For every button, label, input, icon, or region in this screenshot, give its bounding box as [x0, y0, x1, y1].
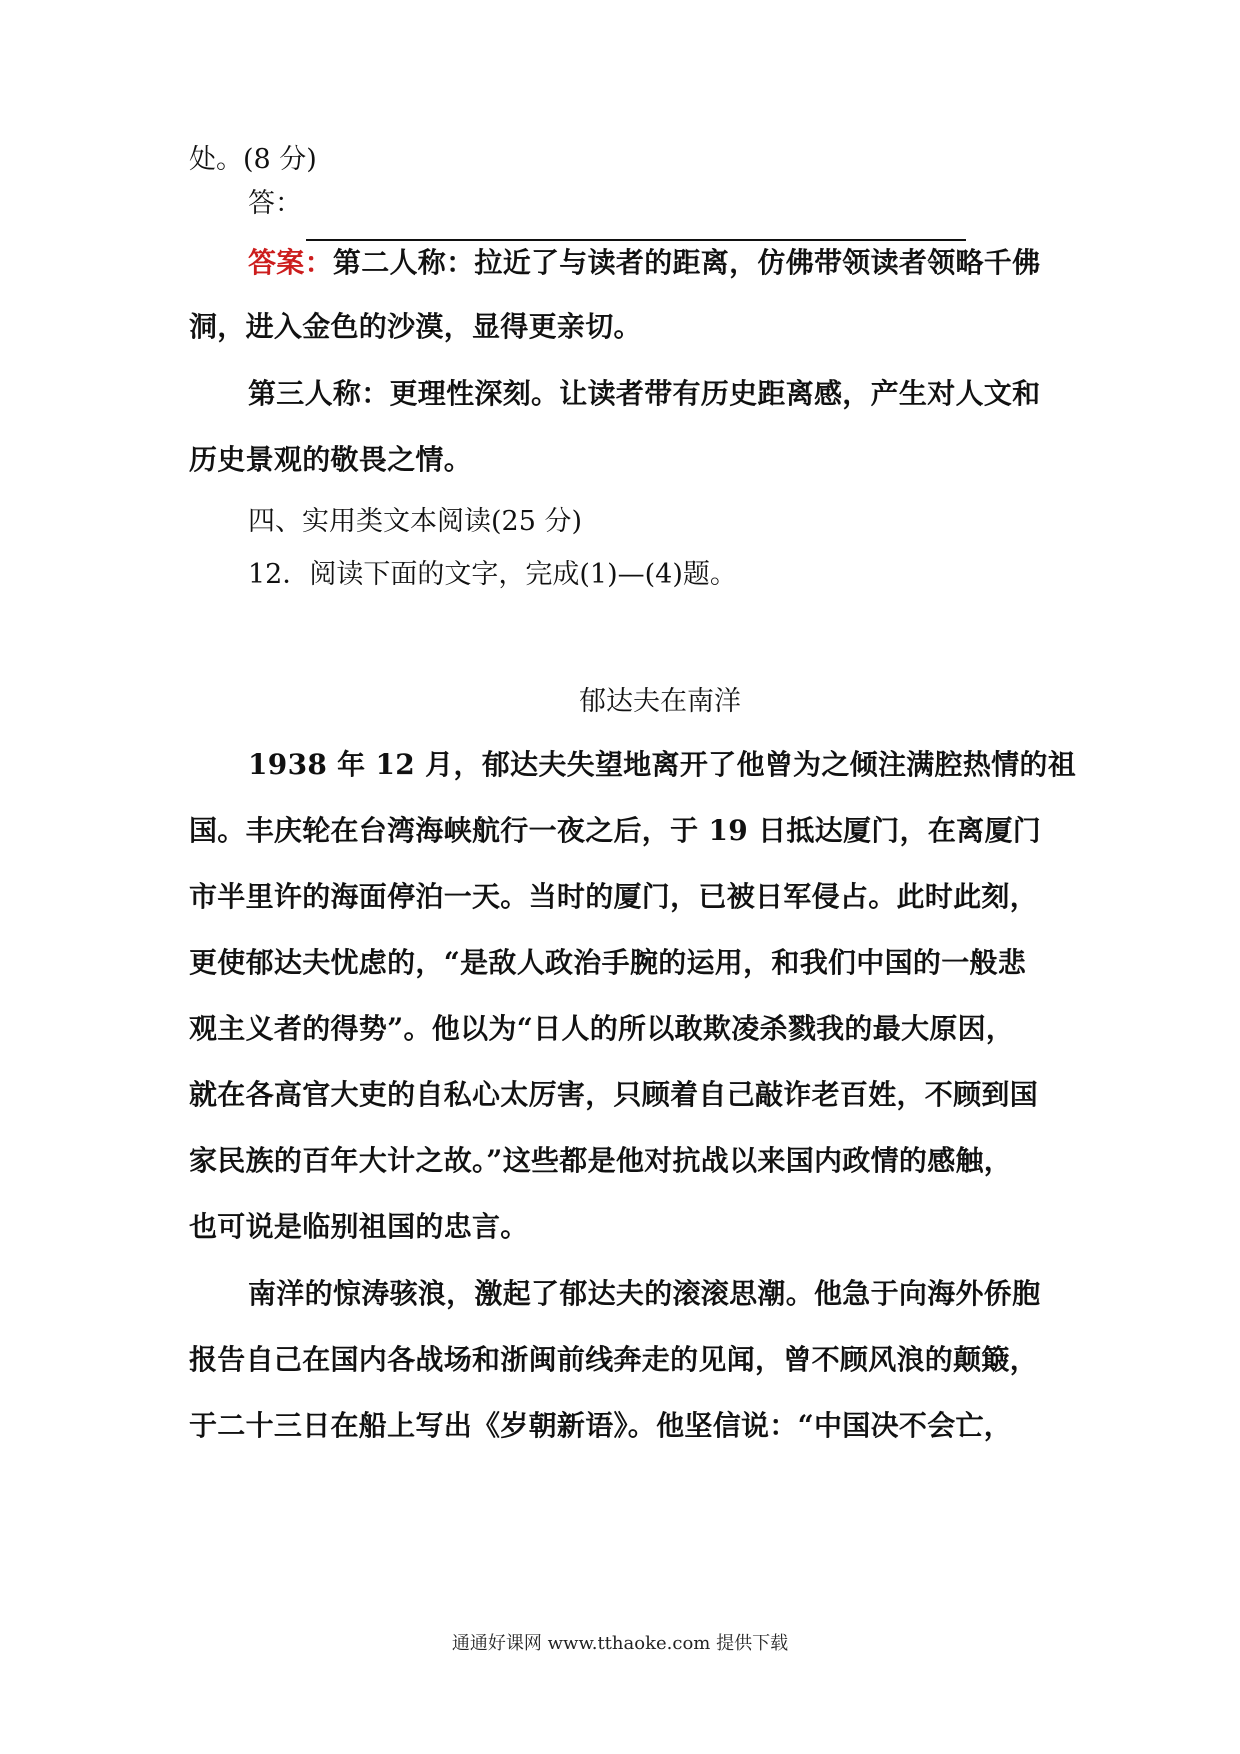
answer-text: 第二人称：拉近了与读者的距离，仿佛带领读者领略千佛 — [332, 246, 1041, 279]
article-line: 市半里许的海面停泊一天。当时的厦门，已被日军侵占。此时此刻， — [189, 880, 1039, 913]
article-line: 也可说是临别祖国的忠言。 — [189, 1210, 529, 1243]
article-line: 报告自己在国内各战场和浙闽前线奔走的见闻，曾不顾风浪的颠簸， — [189, 1343, 1039, 1376]
page-footer: 通通好课网 www.tthaoke.com 提供下载 — [451, 1633, 789, 1654]
article-line: 更使郁达夫忧虑的，“是敌人政治手腕的运用，和我们中国的一般悲 — [189, 946, 1027, 979]
article-line: 观主义者的得势”。他以为“日人的所以敢欺凌杀戮我的最大原因， — [189, 1012, 1015, 1045]
article-title: 郁达夫在南洋 — [579, 686, 741, 717]
answer-prompt: 答： — [248, 188, 302, 219]
answer-line — [248, 245, 1068, 281]
article-line: 1938 年 12 月，郁达夫失望地离开了他曾为之倾注满腔热情的祖 — [248, 748, 1077, 781]
article-line: 就在各高官大吏的自私心太厉害，只顾着自己敲诈老百姓，不顾到国 — [189, 1078, 1039, 1111]
section-heading: 四、实用类文本阅读(25 分) — [248, 506, 583, 537]
article-line: 于二十三日在船上写出《岁朝新语》。他坚信说：“中国决不会亡， — [189, 1409, 1013, 1442]
article-line: 国。丰庆轮在台湾海峡航行一夜之后，于 19 日抵达厦门，在离厦门 — [189, 814, 1042, 847]
answer-blank-line — [306, 239, 966, 241]
text-line: 第三人称：更理性深刻。让读者带有历史距离感，产生对人文和 — [248, 377, 1041, 410]
text-line: 洞，进入金色的沙漠，显得更亲切。 — [189, 310, 642, 343]
article-line: 南洋的惊涛骇浪，激起了郁达夫的滚滚思潮。他急于向海外侨胞 — [248, 1277, 1041, 1310]
text-line: 处。(8 分) — [189, 144, 317, 175]
text-line: 历史景观的敬畏之情。 — [189, 443, 473, 476]
answer-label: 答案： — [248, 246, 333, 279]
question-line: 12．阅读下面的文字，完成(1)—(4)题。 — [248, 559, 737, 590]
article-line: 家民族的百年大计之故。”这些都是他对抗战以来国内政情的感触， — [189, 1144, 1013, 1177]
